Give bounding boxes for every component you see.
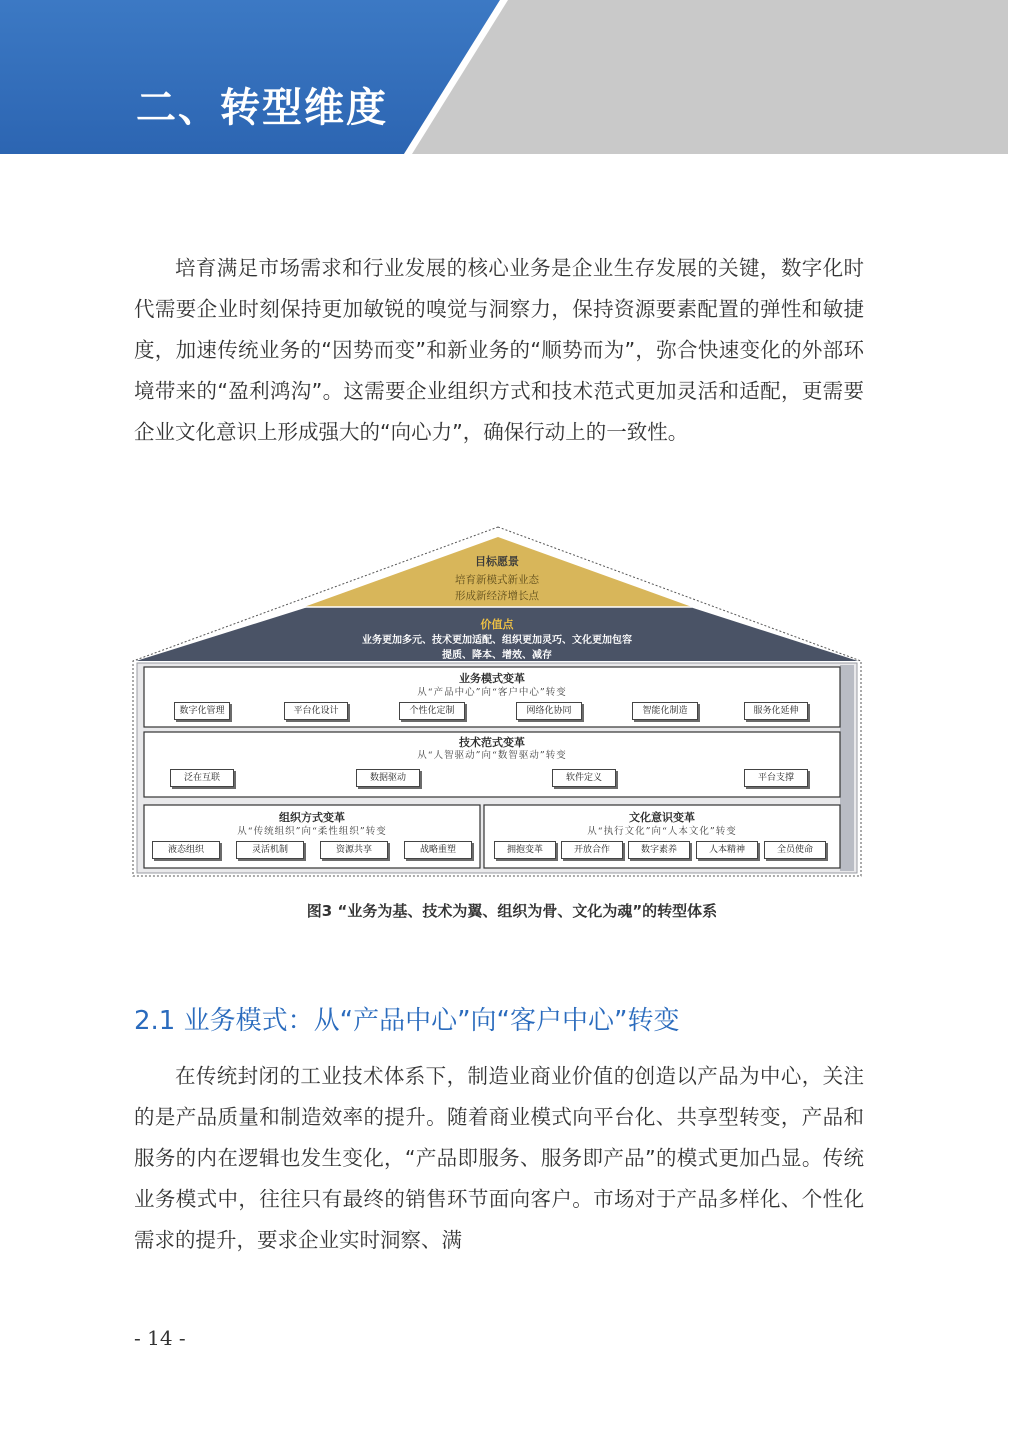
business-item: 数字化管理 xyxy=(174,702,230,720)
figure-caption: 图3 “业务为基、技术为翼、组织为骨、文化为魂”的转型体系 xyxy=(306,902,718,920)
header-banner xyxy=(0,0,1008,154)
value-line-1: 业务更加多元、技术更加适配、组织更加灵巧、文化更加包容 xyxy=(362,635,632,646)
transformation-diagram xyxy=(132,525,862,877)
roof-line-2: 形成新经济增长点 xyxy=(455,590,539,602)
culture-subtitle: 从“执行文化”向“人本文化”转变 xyxy=(587,826,737,837)
value-title: 价值点 xyxy=(480,618,514,631)
roof-line-1: 培育新模式新业态 xyxy=(455,574,539,586)
technology-item: 泛在互联 xyxy=(170,769,234,787)
section-heading: 2.1 业务模式：从“产品中心”向“客户中心”转变 xyxy=(134,1006,680,1036)
business-title: 业务模式变革 xyxy=(459,672,525,685)
organization-item: 灵活机制 xyxy=(236,841,304,859)
technology-item: 平台支撑 xyxy=(744,769,808,787)
organization-subtitle: 从“传统组织”向“柔性组织”转变 xyxy=(237,826,387,837)
technology-item: 数据驱动 xyxy=(356,769,420,787)
business-subtitle: 从“产品中心”向“客户中心”转变 xyxy=(417,687,567,698)
culture-item: 数字素养 xyxy=(628,841,690,859)
intro-paragraph: 培育满足市场需求和行业发展的核心业务是企业生存发展的关键，数字化时代需要企业时刻保持更加敏锐的嗅觉与洞察力，保持资源要素配置的弹性和敏捷度，加速传统业务的“因势而变”和新业务的“顺势而为”，弥合快速变化的外部环境带来的“盈利鸿沟”。这需要企业组织方式和技术范式更加灵活和适配，更需要企业文化意识上形成强大的“向心力”，确保行动上的一致性。 xyxy=(134,256,864,444)
chapter-title: 二、转型维度 xyxy=(136,84,388,131)
organization-title: 组织方式变革 xyxy=(279,811,345,824)
culture-item: 全员使命 xyxy=(764,841,826,859)
organization-item: 资源共享 xyxy=(320,841,388,859)
organization-item: 液态组织 xyxy=(152,841,220,859)
business-item: 个性化定制 xyxy=(399,702,465,720)
business-item: 平台化设计 xyxy=(284,702,348,720)
culture-item: 人本精神 xyxy=(696,841,758,859)
business-item: 网络化协同 xyxy=(516,702,582,720)
technology-item: 软件定义 xyxy=(552,769,616,787)
value-line-2: 提质、降本、增效、减存 xyxy=(442,650,552,661)
organization-item: 战略重塑 xyxy=(404,841,472,859)
body-side-strip xyxy=(840,665,854,871)
section-paragraph: 在传统封闭的工业技术体系下，制造业商业价值的创造以产品为中心，关注的是产品质量和制造效率的提升。随着商业模式向平台化、共享型转变，产品和服务的内在逻辑也发生变化，“产品即服务、服务即产品”的模式更加凸显。传统业务模式中，往往只有最终的销售环节面向客户。市场对于产品多样化、个性化需求的提升，要求企业实时洞察、满 xyxy=(134,1064,864,1252)
business-item: 智能化制造 xyxy=(632,702,698,720)
business-item: 服务化延伸 xyxy=(744,702,808,720)
technology-title: 技术范式变革 xyxy=(459,736,525,749)
culture-item: 拥抱变革 xyxy=(494,841,556,859)
roof-title: 目标愿景 xyxy=(475,555,519,568)
technology-subtitle: 从“人智驱动”向“数智驱动”转变 xyxy=(417,750,567,761)
culture-item: 开放合作 xyxy=(561,841,623,859)
page-number: - 14 - xyxy=(134,1326,186,1350)
culture-title: 文化意识变革 xyxy=(629,811,695,824)
